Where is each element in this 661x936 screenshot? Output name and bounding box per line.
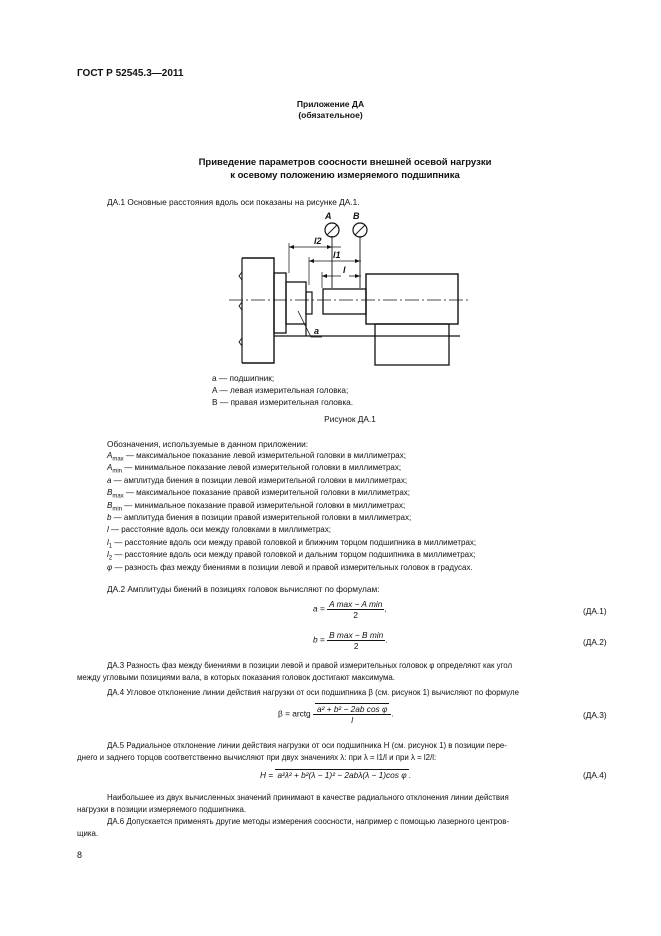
notation-item [107,525,331,534]
equation-da4: H = a²λ² + b²(λ − 1)² − 2abλ(λ − 1)cos φ . [260,770,411,780]
notation-subscript: 2 [108,555,113,562]
notation-symbol: B [107,500,113,510]
notation-symbol: l [107,525,109,535]
equation-da1: a = $\frac{\text{A max − A min}}{2}$ , [313,599,387,620]
notation-symbol: A [107,463,113,473]
notation-item [107,451,406,463]
document-header: ГОСТ Р 52545.3—2011 [77,68,184,79]
notation-subscript: min [112,468,123,475]
notation-subscript: min [112,506,123,513]
notation-symbol: φ [107,562,113,572]
notation-item [107,538,476,550]
paragraph-larger-line2: нагрузки в позиции измеряемого подшипника. [77,805,247,814]
notation-subscript: 1 [108,543,113,550]
bearing [286,282,306,324]
housing-right [366,274,458,324]
notation-symbol: B [107,488,113,498]
notation-subscript: max [112,456,124,463]
paragraph-da1: ДА.1 Основные расстояния вдоль оси показаны на рисунке ДА.1. [107,197,360,207]
bearing-flange [274,273,286,333]
notation-symbol: A [107,451,113,460]
paragraph-da5-line1: ДА.5 Радиальное отклонение линии действия нагрузки от оси подшипника H (см. рисунок 1) в позиции пере- [107,741,507,750]
notation-item [107,488,410,500]
notation-text: — минимальное показание левой измерительной головки в миллиметрах; [122,463,402,473]
section-title-line2: к осевому положению измеряемого подшипника [230,170,460,181]
equation-da2: b = $\frac{\text{B max − B min}}{2}$ . [313,630,388,651]
appendix-title: Приложение ДА [296,99,365,109]
page-number: 8 [77,850,83,860]
shaft [323,289,366,314]
notation-intro: Обозначения, используемые в данном приложении: [107,439,309,449]
figure-da1-drawing [225,210,470,370]
notation-text: — минимальное показание правой измерительной головки в миллиметрах; [122,500,406,510]
notation-text: — расстояние вдоль оси между головками в миллиметрах; [108,525,331,535]
notation-text: — максимальное показание левой измерительной головки в миллиметрах; [123,451,406,460]
equation-ref-da2: (ДА.2) [583,637,607,647]
notation-subscript: max [112,493,124,500]
notation-text: — расстояние вдоль оси между правой головкой и ближним торцом подшипника в миллиметрах; [112,537,477,547]
paragraph-larger-line1: Наибольшее из двух вычисленных значений принимают в качестве радиального отклонения линии действия [107,793,509,802]
figure-legend-3: B — правая измерительная головка. [212,397,354,407]
paragraph-da5-line2: днего и заднего торцов соответственно вычисляют при двух значениях λ: при λ = l1/l и при λ = l2/l: [77,753,437,762]
notation-item [107,550,475,562]
equation-ref-da1: (ДА.1) [583,606,607,616]
paragraph-da2: ДА.2 Амплитуды биений в позициях головок вычисляют по формулам: [107,584,380,594]
notation-item [107,513,411,522]
label-l: l [343,265,346,275]
notation-text: — амплитуда биения в позиции левой измерительной головки в миллиметрах; [111,475,408,485]
notation-text: — максимальное показание правой измерительной головки в миллиметрах; [123,488,411,498]
equation-da3: β = arctg $\frac{\text{a² + b² − 2ab cos φ}}{l}$ . [278,704,394,725]
section-title-line1: Приведение параметров соосности внешней осевой нагрузки [198,157,492,168]
paragraph-da3-line2: между угловыми позициями вала, в которых показания головок достигают максимума. [77,673,395,682]
notation-item [107,476,407,485]
equation-ref-da4: (ДА.4) [583,770,607,780]
paragraph-da6-line1: ДА.6 Допускается применять другие методы измерения соосности, например с помощью лазерного центров- [107,817,510,826]
paragraph-da6-line2: щика. [77,829,99,838]
figure-caption: Рисунок ДА.1 [324,414,376,424]
notation-symbol: l [107,537,109,547]
label-bearing-a: a [314,326,320,336]
notation-item [107,463,401,475]
notation-text: — амплитуда биения в позиции правой измерительной головки в миллиметрах; [111,513,412,522]
notation-symbol: b [107,513,112,522]
label-gauge-b: B [353,211,360,221]
paragraph-da3-line1: ДА.3 Разность фаз между биениями в позиции левой и правой измерительных головок φ определяют как угол [107,661,513,670]
equation-ref-da3: (ДА.3) [583,710,607,720]
label-l1: l1 [333,250,341,260]
notation-symbol: a [107,475,112,485]
figure-legend-1: а — подшипник; [212,373,275,383]
label-gauge-a: A [325,211,332,221]
notation-item [107,501,405,513]
notation-symbol: l [107,550,109,560]
appendix-status: (обязательное) [298,110,363,120]
figure-legend-2: A — левая измерительная головка; [212,385,349,395]
notation-text: — разность фаз между биениями в позиции левой и правой измерительных головок в градусах. [112,562,473,572]
label-l2: l2 [314,236,322,246]
paragraph-da4: ДА.4 Угловое отклонение линии действия нагрузки от оси подшипника β (см. рисунок 1) вычисляют по формуле [107,688,519,697]
notation-item [107,563,473,572]
notation-text: — расстояние вдоль оси между правой головкой и дальним торцом подшипника в миллиметрах; [112,550,476,560]
